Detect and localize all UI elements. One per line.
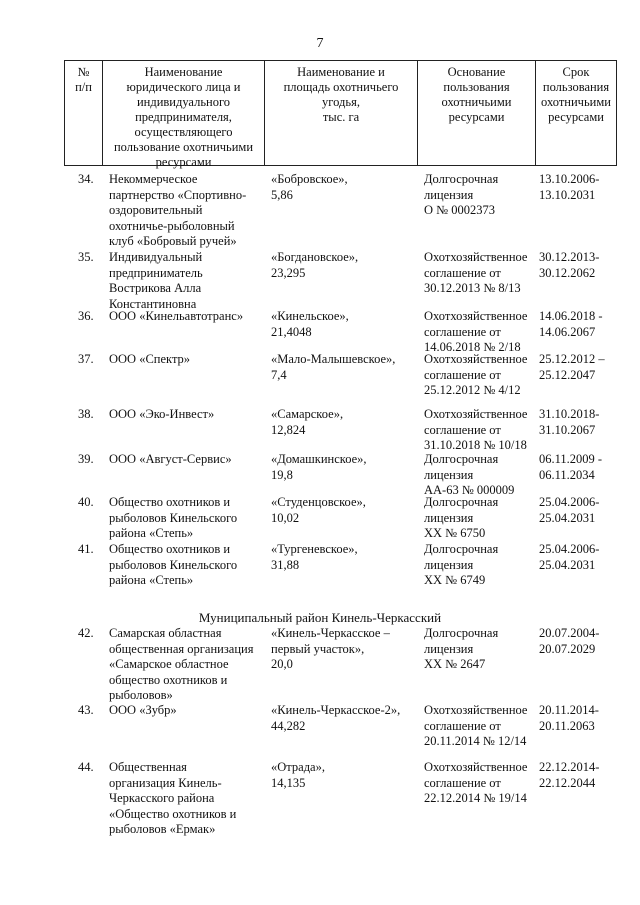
usage-basis-line: 20.11.2014 № 12/14 bbox=[424, 734, 527, 748]
row-number: 43. bbox=[78, 703, 94, 717]
ground-name-area-line: 31,88 bbox=[271, 557, 300, 572]
usage-basis-line: 14.06.2018 № 2/18 bbox=[424, 340, 521, 354]
usage-term-line: 13.10.2006- bbox=[539, 172, 600, 186]
ground-name-area-line: 7,4 bbox=[271, 367, 287, 382]
header-text: юридического лица и bbox=[126, 80, 241, 94]
usage-term-line: 13.10.2031 bbox=[539, 187, 596, 202]
row-number: 38. bbox=[78, 407, 94, 421]
row-number: 35. bbox=[78, 250, 94, 264]
entity-name-line: «Общество охотников и bbox=[109, 806, 237, 821]
usage-basis bbox=[424, 760, 527, 807]
usage-term-line: 25.12.2047 bbox=[539, 367, 596, 382]
header-text: ресурсами bbox=[448, 110, 505, 124]
usage-term-line: 22.12.2044 bbox=[539, 775, 596, 790]
entity-name-line: рыболовов Кинельского bbox=[109, 510, 238, 525]
entity-name-line: Индивидуальный bbox=[109, 250, 203, 264]
usage-basis-line: ХХ № 2647 bbox=[424, 657, 486, 671]
usage-term-line: 20.11.2063 bbox=[539, 718, 595, 733]
usage-basis-line: 30.12.2013 № 8/13 bbox=[424, 281, 521, 295]
entity-name-line: Общественная bbox=[109, 760, 187, 774]
usage-term-line: 06.11.2034 bbox=[539, 467, 595, 482]
ground-name-area bbox=[271, 352, 395, 383]
header-text: пользования bbox=[443, 80, 510, 94]
usage-basis-line: соглашение от bbox=[424, 324, 501, 339]
entity-name-line: рыболовов» bbox=[109, 688, 173, 702]
usage-basis-line: Охотхозяйственное bbox=[424, 760, 528, 774]
usage-term-line: 06.11.2009 - bbox=[539, 452, 603, 466]
ground-name-area-line: «Отрада», bbox=[271, 760, 325, 774]
usage-basis-line: Долгосрочная bbox=[424, 495, 499, 509]
usage-basis bbox=[424, 703, 527, 750]
ground-name-area bbox=[271, 542, 358, 573]
usage-term bbox=[539, 172, 599, 203]
header-text: Наименование и bbox=[297, 65, 385, 79]
ground-name-area-line: 21,4048 bbox=[271, 324, 312, 339]
usage-basis-line: Охотхозяйственное bbox=[424, 309, 528, 323]
ground-name-area-line: 10,02 bbox=[271, 510, 300, 525]
row-number: 44. bbox=[78, 760, 94, 774]
ground-name-area-line: 14,135 bbox=[271, 775, 306, 790]
entity-name-line: Некоммерческое bbox=[109, 172, 198, 186]
header-term bbox=[535, 61, 617, 165]
header-text: предпринимателя, bbox=[135, 110, 232, 124]
header-text: п/п bbox=[75, 80, 92, 94]
usage-term bbox=[539, 309, 603, 340]
entity-name-line: ООО «Спектр» bbox=[109, 352, 191, 366]
usage-term bbox=[539, 703, 599, 734]
usage-term bbox=[539, 407, 599, 438]
entity-name bbox=[109, 760, 236, 838]
row-number: 40. bbox=[78, 495, 94, 509]
entity-name-line: оздоровительный bbox=[109, 203, 203, 217]
header-text: пользования bbox=[542, 80, 610, 94]
header-text: Наименование bbox=[144, 65, 223, 79]
usage-basis-line: лицензия bbox=[424, 510, 474, 525]
entity-name bbox=[109, 626, 253, 704]
entity-name-line: общественная организация bbox=[109, 641, 254, 656]
usage-term-line: 25.04.2031 bbox=[539, 510, 596, 525]
usage-basis-line: лицензия bbox=[424, 467, 474, 482]
entity-name bbox=[109, 172, 246, 250]
header-text: ресурсами bbox=[155, 155, 212, 169]
entity-name-line: охотничье-рыболовный bbox=[109, 218, 235, 233]
usage-term-line: 31.10.2018- bbox=[539, 407, 600, 421]
header-text: Основание bbox=[447, 65, 506, 79]
entity-name-line: Вострикова Алла bbox=[109, 281, 202, 295]
ground-name-area bbox=[271, 760, 325, 791]
usage-term-line: 25.04.2006- bbox=[539, 542, 600, 556]
header-entity bbox=[102, 61, 264, 169]
entity-name-line: организация Кинель- bbox=[109, 775, 222, 790]
usage-basis bbox=[424, 250, 527, 297]
usage-basis bbox=[424, 626, 498, 673]
usage-term bbox=[539, 250, 599, 281]
ground-name-area-line: «Мало-Малышевское», bbox=[271, 352, 396, 366]
row-number: 34. bbox=[78, 172, 94, 186]
header-text: № bbox=[77, 65, 90, 79]
entity-name-line: ООО «Кинельавтотранс» bbox=[109, 309, 244, 323]
ground-name-area bbox=[271, 452, 367, 483]
usage-basis-line: соглашение от bbox=[424, 775, 501, 790]
entity-name-line: района «Степь» bbox=[109, 573, 194, 587]
header-text: ресурсами bbox=[548, 110, 604, 124]
usage-term bbox=[539, 760, 599, 791]
usage-term-line: 20.11.2014- bbox=[539, 703, 599, 717]
usage-basis-line: лицензия bbox=[424, 187, 474, 202]
ground-name-area bbox=[271, 407, 343, 438]
header-basis bbox=[417, 61, 535, 165]
header-text: угодья, bbox=[322, 95, 360, 109]
usage-basis-line: ХХ № 6749 bbox=[424, 573, 486, 587]
header-ground bbox=[264, 61, 417, 165]
ground-name-area-line: 5,86 bbox=[271, 187, 293, 202]
usage-term-line: 30.12.2013- bbox=[539, 250, 600, 264]
ground-name-area-line: «Домашкинское», bbox=[271, 452, 367, 466]
ground-name-area-line: «Кинель-Черкасское – bbox=[271, 626, 390, 640]
usage-basis-line: ХХ № 6750 bbox=[424, 526, 486, 540]
ground-name-area bbox=[271, 172, 348, 203]
entity-name-line: клуб «Бобровый ручей» bbox=[109, 234, 237, 248]
ground-name-area bbox=[271, 309, 349, 340]
usage-basis-line: Долгосрочная bbox=[424, 542, 499, 556]
usage-basis-line: соглашение от bbox=[424, 422, 501, 437]
ground-name-area-line: «Самарское», bbox=[271, 407, 344, 421]
usage-basis-line: Охотхозяйственное bbox=[424, 407, 528, 421]
usage-basis-line: Долгосрочная bbox=[424, 626, 499, 640]
usage-basis bbox=[424, 495, 498, 542]
entity-name-line: рыболовов Кинельского bbox=[109, 557, 238, 572]
entity-name bbox=[109, 309, 243, 325]
usage-term-line: 25.12.2012 – bbox=[539, 352, 605, 366]
usage-basis-line: Охотхозяйственное bbox=[424, 352, 528, 366]
usage-basis-line: АА-63 № 000009 bbox=[424, 483, 515, 497]
usage-basis-line: Охотхозяйственное bbox=[424, 250, 528, 264]
entity-name bbox=[109, 703, 177, 719]
usage-term-line: 20.07.2004- bbox=[539, 626, 600, 640]
usage-term-line: 14.06.2018 - bbox=[539, 309, 603, 323]
row-number: 42. bbox=[78, 626, 94, 640]
ground-name-area-line: 23,295 bbox=[271, 265, 306, 280]
ground-name-area-line: 44,282 bbox=[271, 718, 306, 733]
section-title: Муниципальный район Кинель-Черкасский bbox=[198, 610, 442, 625]
entity-name-line: Общество охотников и bbox=[109, 542, 231, 556]
ground-name-area-line: «Тургеневское», bbox=[271, 542, 358, 556]
entity-name-line: Константиновна bbox=[109, 296, 197, 311]
ground-name-area-line: 20,0 bbox=[271, 657, 293, 671]
usage-term-line: 31.10.2067 bbox=[539, 422, 596, 437]
usage-basis bbox=[424, 172, 498, 219]
usage-basis-line: Долгосрочная bbox=[424, 452, 499, 466]
ground-name-area bbox=[271, 626, 390, 673]
row-number: 39. bbox=[78, 452, 94, 466]
header-text: охотничьими bbox=[541, 95, 611, 109]
header-text: осуществляющего bbox=[134, 125, 233, 139]
usage-basis bbox=[424, 352, 527, 399]
usage-basis bbox=[424, 542, 498, 589]
ground-name-area-line: первый участок», bbox=[271, 641, 365, 656]
entity-name-line: «Самарское областное bbox=[109, 657, 229, 671]
ground-name-area-line: «Богдановское», bbox=[271, 250, 359, 264]
usage-term bbox=[539, 352, 605, 383]
entity-name bbox=[109, 250, 203, 312]
ground-name-area-line: «Кинельское», bbox=[271, 309, 349, 323]
row-number: 37. bbox=[78, 352, 94, 366]
usage-basis-line: Долгосрочная bbox=[424, 172, 499, 186]
usage-basis bbox=[424, 309, 527, 356]
usage-term-line: 22.12.2014- bbox=[539, 760, 600, 774]
page-number: 7 bbox=[316, 36, 324, 51]
entity-name bbox=[109, 407, 214, 423]
usage-basis-line: 31.10.2018 № 10/18 bbox=[424, 438, 527, 452]
entity-name-line: ООО «Эко-Инвест» bbox=[109, 407, 215, 421]
table-header bbox=[64, 60, 617, 169]
usage-term bbox=[539, 626, 599, 657]
usage-basis-line: 22.12.2014 № 19/14 bbox=[424, 791, 527, 805]
usage-basis-line: лицензия bbox=[424, 557, 474, 572]
usage-term-line: 25.04.2006- bbox=[539, 495, 600, 509]
usage-term bbox=[539, 542, 599, 573]
ground-name-area-line: «Бобровское», bbox=[271, 172, 348, 186]
header-text: охотничьими bbox=[441, 95, 512, 109]
usage-term-line: 25.04.2031 bbox=[539, 557, 596, 572]
entity-name-line: общество охотников и bbox=[109, 672, 228, 687]
usage-basis-line: соглашение от bbox=[424, 367, 501, 382]
entity-name bbox=[109, 352, 190, 368]
entity-name-line: района «Степь» bbox=[109, 526, 194, 540]
usage-term bbox=[539, 452, 602, 483]
header-text: площадь охотничьего bbox=[283, 80, 399, 94]
ground-name-area bbox=[271, 703, 400, 734]
usage-basis-line: лицензия bbox=[424, 641, 474, 656]
usage-basis-line: соглашение от bbox=[424, 265, 501, 280]
usage-term bbox=[539, 495, 599, 526]
entity-name bbox=[109, 542, 237, 589]
usage-basis bbox=[424, 407, 527, 454]
entity-name-line: предприниматель bbox=[109, 265, 203, 280]
header-text: тыс. га bbox=[322, 110, 360, 124]
ground-name-area bbox=[271, 495, 366, 526]
entity-name-line: ООО «Август-Сервис» bbox=[109, 452, 232, 466]
ground-name-area-line: «Студенцовское», bbox=[271, 495, 366, 509]
usage-basis-line: соглашение от bbox=[424, 718, 501, 733]
row-number: 36. bbox=[78, 309, 94, 323]
entity-name-line: Самарская областная bbox=[109, 626, 222, 640]
header-text: пользование охотничьими bbox=[113, 140, 254, 154]
header-num bbox=[64, 61, 102, 165]
entity-name-line: рыболовов «Ермак» bbox=[109, 822, 216, 836]
entity-name-line: ООО «Зубр» bbox=[109, 703, 177, 717]
header-text: Срок bbox=[562, 65, 590, 79]
header-text: индивидуального bbox=[136, 95, 231, 109]
usage-basis-line: Охотхозяйственное bbox=[424, 703, 528, 717]
ground-name-area-line: 12,824 bbox=[271, 422, 306, 437]
usage-basis-line: О № 0002373 bbox=[424, 203, 495, 217]
usage-term-line: 30.12.2062 bbox=[539, 265, 596, 280]
entity-name-line: партнерство «Спортивно- bbox=[109, 187, 247, 202]
usage-term-line: 20.07.2029 bbox=[539, 641, 596, 656]
row-number: 41. bbox=[78, 542, 94, 556]
entity-name bbox=[109, 452, 232, 468]
entity-name-line: Общество охотников и bbox=[109, 495, 231, 509]
ground-name-area bbox=[271, 250, 358, 281]
usage-basis bbox=[424, 452, 514, 499]
usage-basis-line: 25.12.2012 № 4/12 bbox=[424, 383, 521, 397]
usage-term-line: 14.06.2067 bbox=[539, 324, 596, 339]
ground-name-area-line: «Кинель-Черкасское-2», bbox=[271, 703, 401, 717]
entity-name-line: Черкасского района bbox=[109, 791, 215, 805]
ground-name-area-line: 19,8 bbox=[271, 467, 293, 482]
entity-name bbox=[109, 495, 237, 542]
